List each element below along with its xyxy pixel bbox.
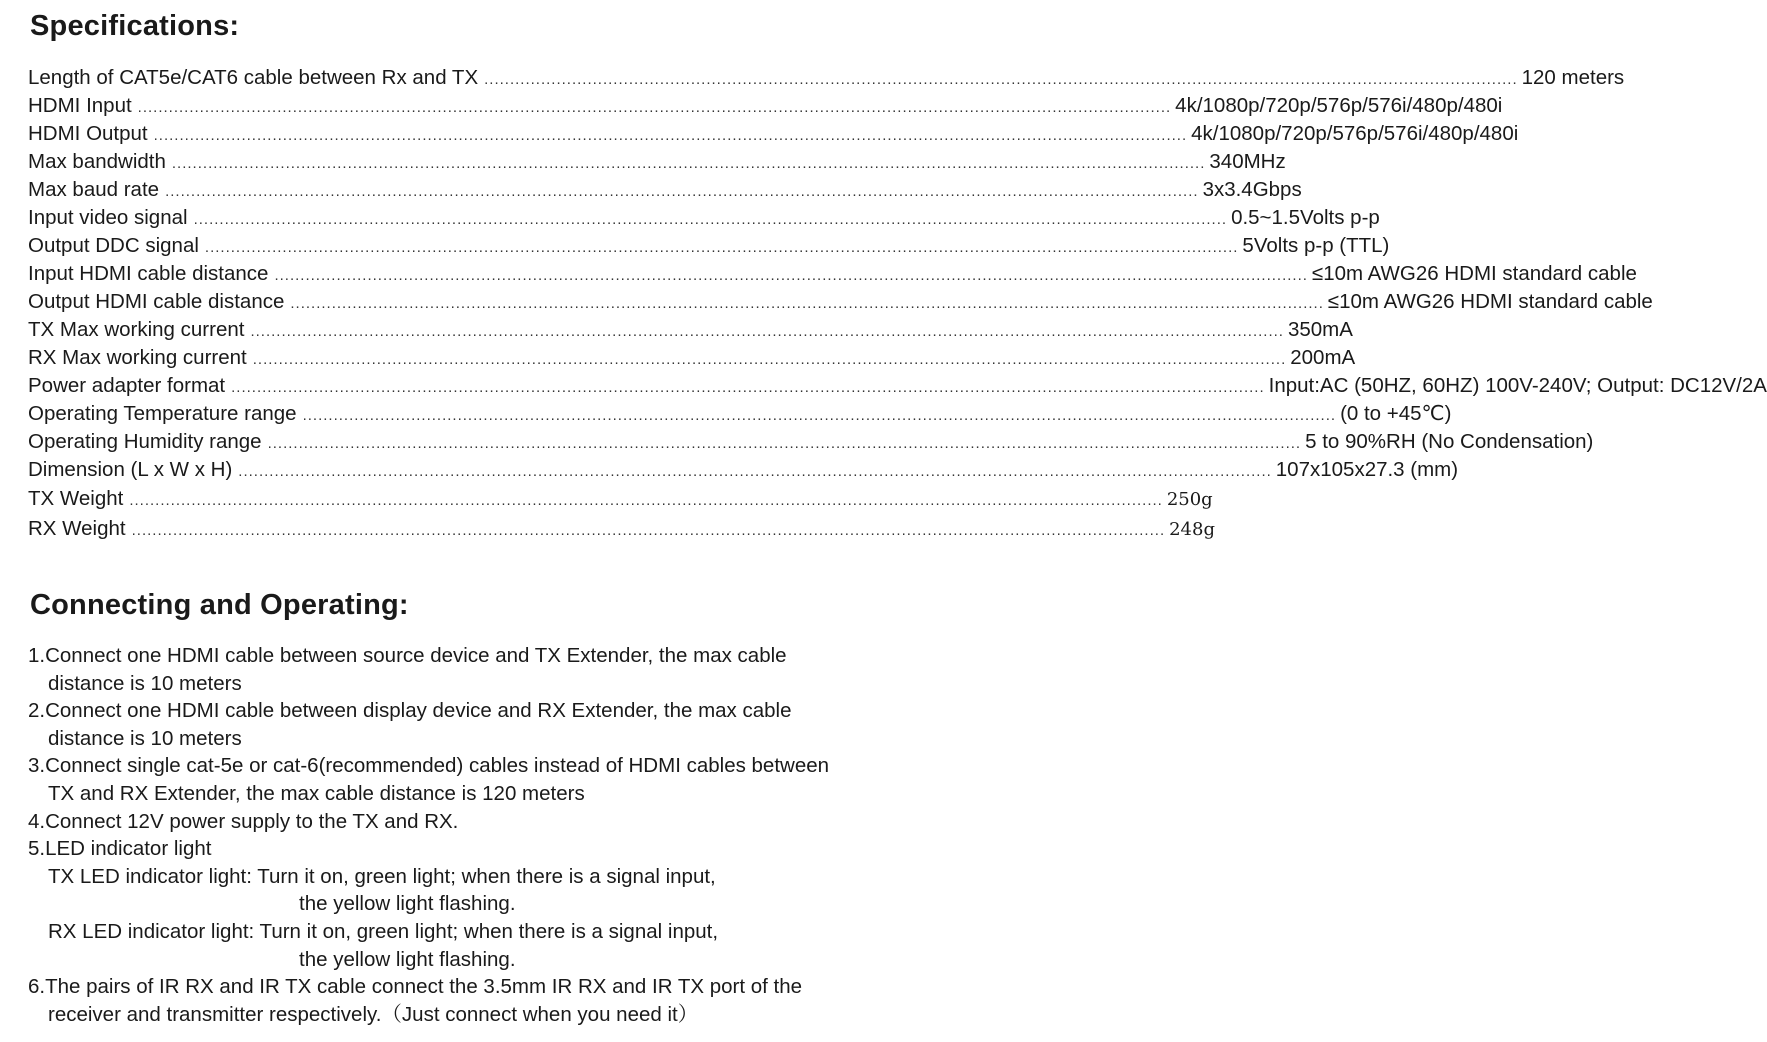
spec-label: Output HDMI cable distance xyxy=(28,290,285,313)
spec-value: 250g xyxy=(1166,489,1213,510)
step-text: 3.Connect single cat-5e or cat-6(recommended) cables instead of HDMI cables between xyxy=(28,754,830,778)
rx-led-text-continued: the yellow light flashing. xyxy=(299,947,516,971)
dot-leader: ........................................................................................................................................................................................................ xyxy=(290,295,1324,312)
spec-value: Input:AC (50HZ, 60HZ) 100V-240V; Output: DC12V/2A xyxy=(1268,374,1767,397)
dot-leader: ........................................................................................................................................................................................................ xyxy=(252,351,1287,368)
spec-label: Max bandwidth xyxy=(28,150,166,173)
spec-row-operating-temperature xyxy=(28,400,1452,428)
step-text: 1.Connect one HDMI cable between source device and TX Extender, the max cable xyxy=(28,644,787,667)
step-2 xyxy=(28,697,978,752)
spec-label: TX Weight xyxy=(28,487,124,510)
dot-leader: ........................................................................................................................................................................................................ xyxy=(137,99,1172,116)
spec-value: 3x3.4Gbps xyxy=(1202,178,1302,201)
spec-value: 340MHz xyxy=(1209,150,1286,173)
step-text: 5.LED indicator light xyxy=(28,837,212,861)
step-5-rx-led xyxy=(28,918,978,973)
spec-value: ≤10m AWG26 HDMI standard cable xyxy=(1327,290,1653,313)
spec-value: ≤10m AWG26 HDMI standard cable xyxy=(1311,262,1637,285)
dot-leader: ........................................................................................................................................................................................................ xyxy=(231,379,1265,396)
spec-row-dimension xyxy=(28,456,1459,484)
spec-label: Operating Temperature range xyxy=(28,402,297,425)
step-text-continued: receiver and transmitter respectively.（Just connect when you need it） xyxy=(48,1002,699,1026)
spec-label: Length of CAT5e/CAT6 cable between Rx and TX xyxy=(28,66,479,89)
spec-label: TX Max working current xyxy=(28,318,245,341)
spec-label: Max baud rate xyxy=(28,178,160,201)
dot-leader: ........................................................................................................................................................................................................ xyxy=(267,435,1302,452)
spec-value: 248g xyxy=(1169,519,1215,540)
spec-label: Power adapter format xyxy=(28,374,226,397)
dot-leader: ........................................................................................................................................................................................................ xyxy=(131,522,1166,539)
spec-label: HDMI Output xyxy=(28,122,148,145)
step-6 xyxy=(28,973,978,1028)
step-3 xyxy=(28,752,978,807)
step-text-continued: distance is 10 meters xyxy=(48,726,242,750)
spec-row-hdmi-output xyxy=(28,120,1519,148)
connecting-heading: Connecting and Operating: xyxy=(30,589,409,621)
spec-label: RX Weight xyxy=(28,517,126,540)
dot-leader: ........................................................................................................................................................................................................ xyxy=(250,323,1284,340)
dot-leader: ........................................................................................................................................................................................................ xyxy=(484,71,1518,88)
spec-row-output-hdmi-cable-distance xyxy=(28,288,1653,316)
specifications-heading: Specifications: xyxy=(30,10,240,42)
spec-label: Dimension (L x W x H) xyxy=(28,458,233,481)
step-text-continued: distance is 10 meters xyxy=(48,671,242,695)
step-text: 2.Connect one HDMI cable between display device and RX Extender, the max cable xyxy=(28,699,792,723)
dot-leader: ........................................................................................................................................................................................................ xyxy=(302,407,1337,424)
specifications-list xyxy=(28,64,1767,544)
spec-row-cable-length xyxy=(28,64,1625,92)
spec-value: 5 to 90%RH (No Condensation) xyxy=(1305,430,1594,453)
spec-row-max-baud-rate xyxy=(28,176,1302,204)
step-text: 4.Connect 12V power supply to the TX and RX. xyxy=(28,809,459,833)
dot-leader: ........................................................................................................................................................................................................ xyxy=(274,267,1308,284)
spec-row-output-ddc-signal xyxy=(28,232,1390,260)
spec-row-rx-weight xyxy=(28,514,1215,544)
spec-value: 4k/1080p/720p/576p/576i/480p/480i xyxy=(1175,94,1503,117)
dot-leader: ........................................................................................................................................................................................................ xyxy=(165,183,1199,200)
spec-row-max-bandwidth xyxy=(28,148,1286,176)
spec-row-operating-humidity xyxy=(28,428,1594,456)
tx-led-text-continued: the yellow light flashing. xyxy=(299,892,516,916)
step-1 xyxy=(28,642,978,697)
spec-value: 200mA xyxy=(1290,346,1356,369)
spec-row-hdmi-input xyxy=(28,92,1503,120)
dot-leader: ........................................................................................................................................................................................................ xyxy=(129,492,1163,509)
dot-leader: ........................................................................................................................................................................................................ xyxy=(204,239,1239,256)
spec-row-tx-weight xyxy=(28,484,1213,514)
connecting-steps-list xyxy=(28,642,978,1028)
step-5-tx-led xyxy=(28,863,978,918)
spec-value: 107x105x27.3 (mm) xyxy=(1275,458,1459,481)
dot-leader: ........................................................................................................................................................................................................ xyxy=(153,127,1188,144)
spec-label: Input HDMI cable distance xyxy=(28,262,269,285)
spec-value: 350mA xyxy=(1287,318,1353,341)
tx-led-text: TX LED indicator light: Turn it on, green light; when there is a signal input, xyxy=(48,864,716,888)
spec-label: RX Max working current xyxy=(28,346,247,369)
spec-row-tx-max-working-current xyxy=(28,316,1353,344)
step-5 xyxy=(28,835,978,863)
spec-value: 120 meters xyxy=(1521,66,1625,89)
dot-leader: ........................................................................................................................................................................................................ xyxy=(193,211,1228,228)
step-text: 6.The pairs of IR RX and IR TX cable connect the 3.5mm IR RX and IR TX port of the xyxy=(28,975,803,999)
spec-label: HDMI Input xyxy=(28,94,132,117)
step-text-continued: TX and RX Extender, the max cable distance is 120 meters xyxy=(48,781,585,805)
dot-leader: ........................................................................................................................................................................................................ xyxy=(171,155,1206,172)
spec-label: Operating Humidity range xyxy=(28,430,262,453)
spec-row-input-hdmi-cable-distance xyxy=(28,260,1637,288)
spec-value: 5Volts p-p (TTL) xyxy=(1242,234,1390,257)
spec-value: 4k/1080p/720p/576p/576i/480p/480i xyxy=(1191,122,1519,145)
spec-row-power-adapter-format xyxy=(28,372,1767,400)
step-4 xyxy=(28,808,978,836)
spec-value: (0 to +45℃) xyxy=(1340,402,1452,425)
rx-led-text: RX LED indicator light: Turn it on, green light; when there is a signal input, xyxy=(48,919,719,943)
dot-leader: ........................................................................................................................................................................................................ xyxy=(238,463,1272,480)
spec-row-rx-max-working-current xyxy=(28,344,1356,372)
spec-label: Output DDC signal xyxy=(28,234,199,257)
spec-label: Input video signal xyxy=(28,206,188,229)
spec-row-input-video-signal xyxy=(28,204,1380,232)
spec-value: 0.5~1.5Volts p-p xyxy=(1231,206,1380,229)
